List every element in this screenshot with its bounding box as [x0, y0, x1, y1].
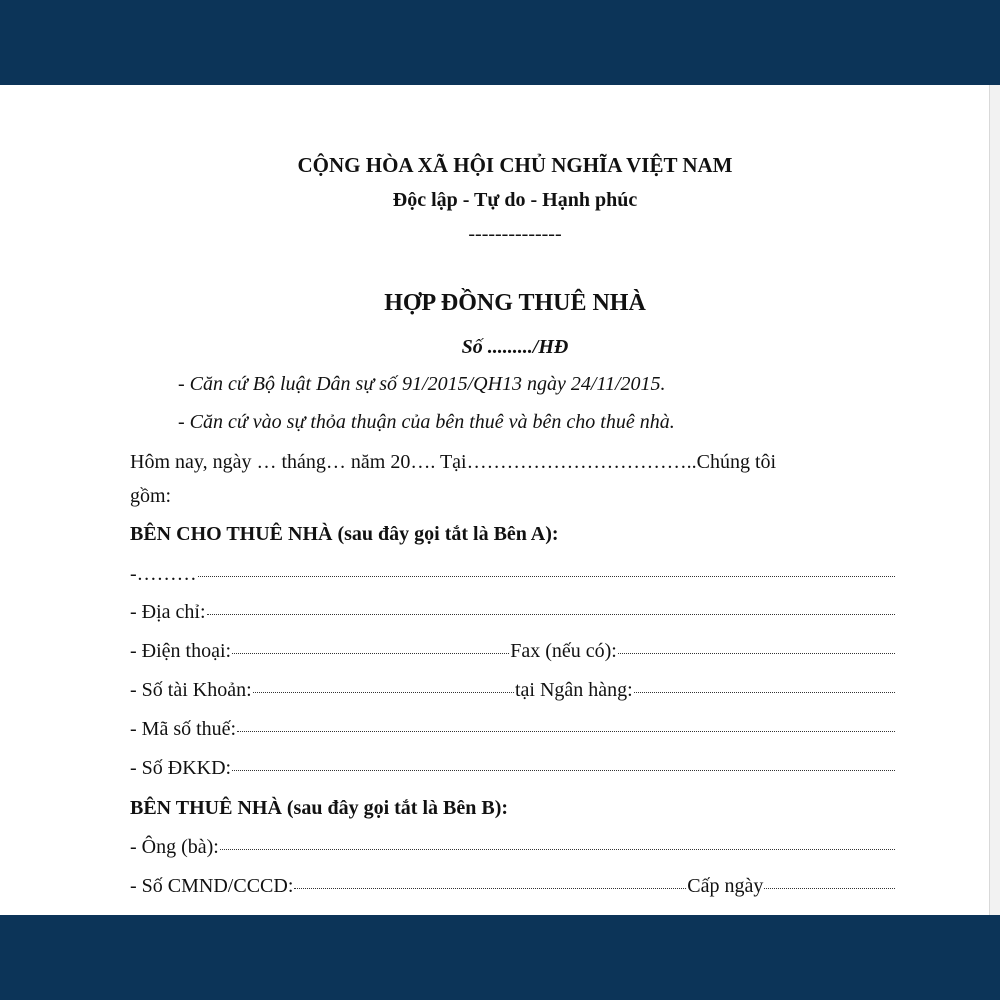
fill-line	[220, 849, 895, 850]
fill-line	[198, 576, 895, 577]
name-label: - Ông (bà):	[130, 836, 219, 858]
contract-title: HỢP ĐỒNG THUÊ NHÀ	[384, 290, 646, 316]
bank-label: tại Ngân hàng:	[514, 679, 633, 701]
account-label: - Số tài Khoản:	[130, 679, 252, 701]
party-b-heading: BÊN THUÊ NHÀ (sau đây gọi tắt là Bên B):	[130, 797, 509, 819]
motto: Độc lập - Tự do - Hạnh phúc	[392, 189, 638, 211]
fill-line	[207, 614, 895, 615]
tax-label: - Mã số thuế:	[130, 718, 237, 740]
party-a-phone-line	[130, 640, 896, 663]
party-a-address-line	[130, 601, 896, 624]
party-a-account-line	[130, 679, 896, 702]
party-a-name-line	[130, 563, 896, 586]
fill-line	[232, 653, 509, 654]
fill-line	[764, 888, 895, 889]
intro-line-cont: gồm:	[130, 485, 172, 507]
contract-number: Số ........./HĐ	[461, 336, 569, 358]
fill-line	[253, 692, 514, 693]
top-band	[0, 0, 1000, 85]
phone-label: - Điện thoại:	[130, 640, 232, 662]
document-page	[0, 85, 1000, 915]
fill-line	[232, 770, 895, 771]
basis-item: - Căn cứ Bộ luật Dân sự số 91/2015/QH13 ngày 24/11/2015.	[178, 373, 666, 395]
national-title: CỘNG HÒA XÃ HỘI CHỦ NGHĨA VIỆT NAM	[297, 153, 733, 177]
basis-item: - Căn cứ vào sự thỏa thuận của bên thuê và bên cho thuê nhà.	[178, 411, 675, 433]
address-label: - Địa chỉ:	[130, 601, 206, 623]
vertical-scrollbar[interactable]	[989, 85, 1000, 915]
intro-line: Hôm nay, ngày … tháng… năm 20…. Tại……………………………..Chúng tôi	[130, 451, 777, 473]
issue-date-label: Cấp ngày	[687, 875, 764, 897]
header-divider: --------------	[468, 223, 562, 245]
party-a-heading: BÊN CHO THUÊ NHÀ (sau đây gọi tắt là Bên A):	[130, 523, 559, 545]
party-a-tax-line	[130, 718, 896, 741]
fax-label: Fax (nếu có):	[510, 640, 617, 662]
fill-line	[237, 731, 895, 732]
party-b-name-line	[130, 836, 896, 859]
party-a-name-prefix: -………	[130, 563, 197, 585]
dkkd-label: - Số ĐKKD:	[130, 757, 232, 779]
fill-line	[618, 653, 895, 654]
id-label: - Số CMND/CCCD:	[130, 875, 294, 897]
fill-line	[294, 888, 686, 889]
party-a-dkkd-line	[130, 757, 896, 780]
fill-line	[634, 692, 895, 693]
party-b-id-line	[130, 875, 896, 898]
bottom-band	[0, 915, 1000, 1000]
